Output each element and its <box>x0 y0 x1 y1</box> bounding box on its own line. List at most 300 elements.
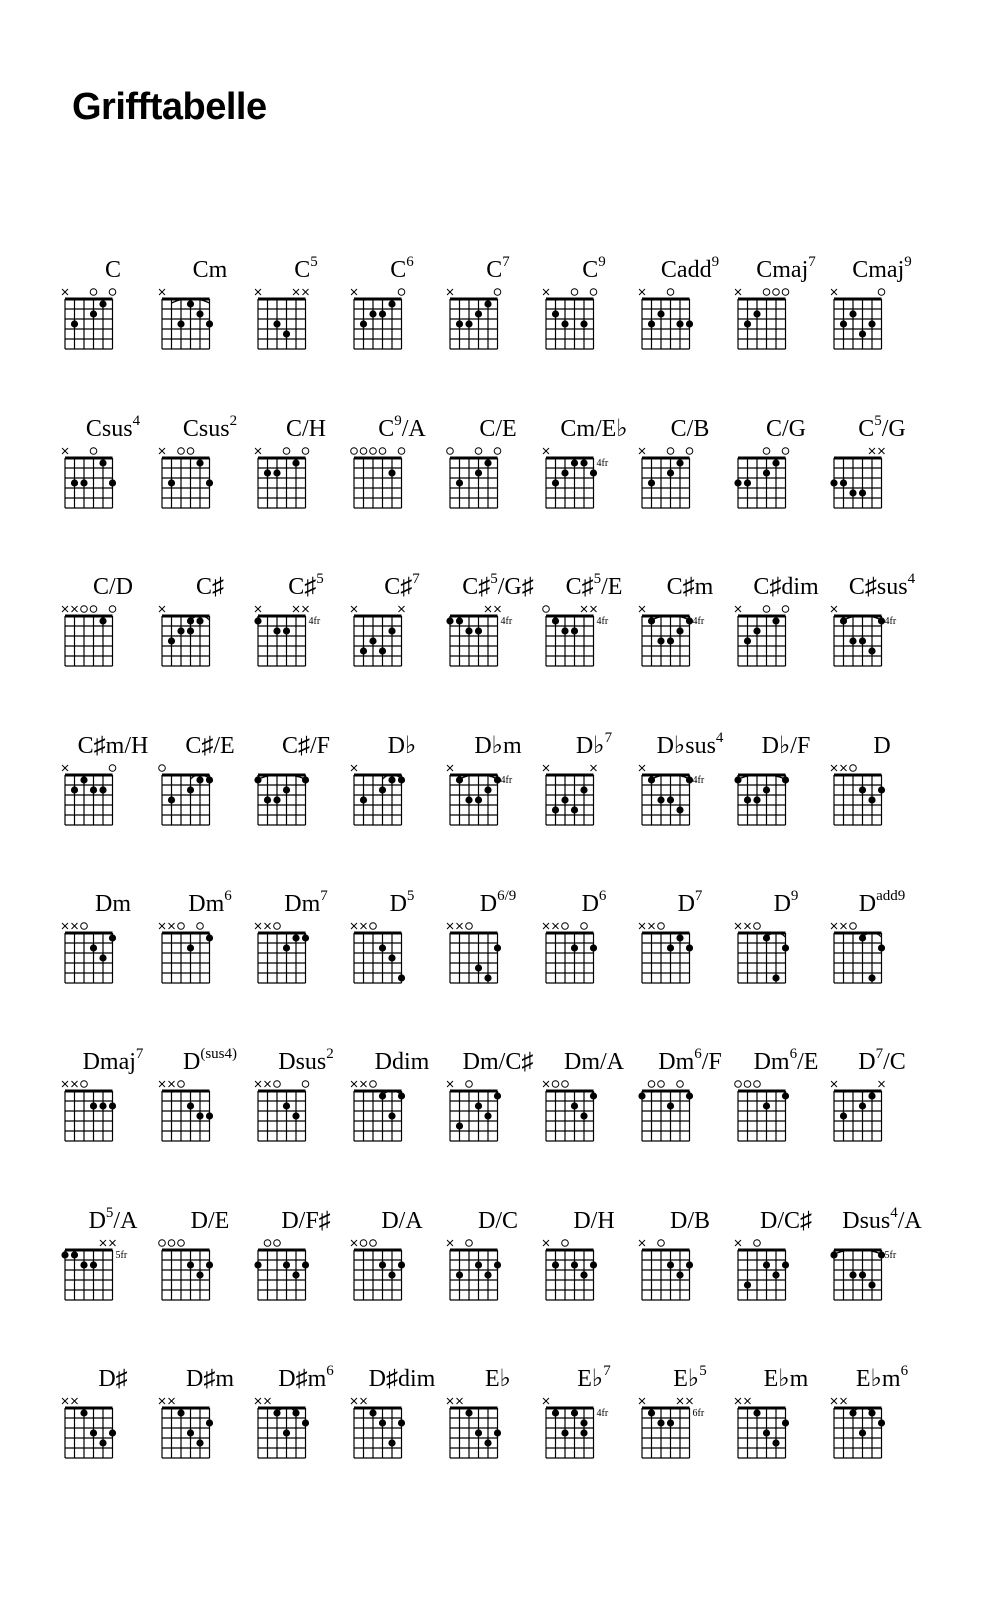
finger-dot <box>859 934 866 941</box>
open-string-marker <box>283 448 290 455</box>
open-string-marker <box>782 606 789 613</box>
page-title: Grifftabelle <box>72 86 267 128</box>
finger-dot <box>465 1409 472 1416</box>
finger-dot <box>398 1419 405 1426</box>
finger-dot <box>302 934 309 941</box>
chord-name-base: D♭ <box>387 733 417 759</box>
chord-diagram <box>544 1077 624 1147</box>
finger-dot <box>283 627 290 634</box>
open-string-marker <box>494 448 501 455</box>
chord-name-base: Cadd <box>660 257 712 283</box>
nut <box>162 457 210 460</box>
finger-dot <box>292 1112 299 1119</box>
finger-dot <box>763 1429 770 1436</box>
chord-d-e <box>160 1206 260 1306</box>
finger-dot <box>109 479 116 486</box>
finger-dot <box>388 776 395 783</box>
finger-dot <box>61 1251 68 1258</box>
chord-d5 <box>352 889 452 989</box>
chord-name-base: E♭ <box>485 1366 511 1392</box>
chord-c-m-h <box>63 731 163 831</box>
chord-c-h <box>256 414 356 514</box>
chord-d-m6 <box>256 1364 356 1464</box>
chord-db-f <box>736 731 836 831</box>
chord-name-base: Dsus <box>278 1049 327 1075</box>
muted-string-marker <box>831 765 837 771</box>
chord-name-base: D/H <box>573 1208 615 1234</box>
open-string-marker <box>581 923 588 930</box>
chord-name-sup: 7 <box>604 730 613 746</box>
finger-dot <box>561 627 568 634</box>
chord-diagram <box>544 1394 624 1464</box>
open-string-marker <box>178 1240 185 1247</box>
chord-dm-c- <box>448 1047 548 1147</box>
finger-dot <box>456 1122 463 1129</box>
chord-diagram <box>256 444 336 514</box>
chord-d9 <box>736 889 836 989</box>
muted-string-marker <box>831 1398 837 1404</box>
finger-dot <box>849 489 856 496</box>
muted-string-marker <box>159 289 165 295</box>
chord-name-base: D <box>873 733 891 759</box>
finger-dot <box>580 1112 587 1119</box>
chord-diagram <box>352 761 432 831</box>
nut <box>354 1249 402 1252</box>
fret-position-label: 5fr <box>884 1250 897 1261</box>
finger-dot <box>782 776 789 783</box>
muted-string-marker <box>457 923 463 929</box>
open-string-marker <box>398 448 405 455</box>
open-string-marker <box>543 606 550 613</box>
muted-string-marker <box>831 606 837 612</box>
chord-name-base: D♭/F <box>761 733 811 759</box>
finger-dot <box>264 796 271 803</box>
chord-d-c <box>448 1206 548 1306</box>
muted-string-marker <box>303 289 309 295</box>
finger-dot <box>109 1429 116 1436</box>
finger-dot <box>638 1092 645 1099</box>
finger-dot <box>168 796 175 803</box>
muted-string-marker <box>110 1240 116 1246</box>
nut <box>258 457 306 460</box>
chord-diagram <box>256 602 336 672</box>
finger-dot <box>744 637 751 644</box>
muted-string-marker <box>543 1240 549 1246</box>
finger-dot <box>484 786 491 793</box>
chord-diagram <box>160 761 240 831</box>
chord-dm6-f <box>640 1047 740 1147</box>
muted-string-marker <box>72 606 78 612</box>
finger-dot <box>763 934 770 941</box>
nut <box>65 457 113 460</box>
nut <box>65 774 113 777</box>
nut <box>834 1090 882 1093</box>
finger-dot <box>283 1102 290 1109</box>
finger-dot <box>360 320 367 327</box>
finger-dot <box>782 1261 789 1268</box>
nut <box>642 298 690 301</box>
chord-db <box>352 731 452 831</box>
chord-diagram <box>544 444 624 514</box>
chord-dsus2 <box>256 1047 356 1147</box>
finger-dot <box>109 934 116 941</box>
chord-name-base: C <box>104 257 121 283</box>
finger-dot <box>676 627 683 634</box>
finger-dot <box>667 1419 674 1426</box>
nut <box>65 615 113 618</box>
open-string-marker <box>686 448 693 455</box>
chord-diagram <box>640 444 720 514</box>
finger-dot <box>859 637 866 644</box>
chord-diagram <box>448 1077 528 1147</box>
muted-string-marker <box>735 606 741 612</box>
finger-dot <box>667 1261 674 1268</box>
chord-diagram <box>63 444 143 514</box>
chord-diagram <box>832 761 912 831</box>
finger-dot <box>379 944 386 951</box>
muted-string-marker <box>255 1398 261 1404</box>
finger-dot <box>283 1429 290 1436</box>
chord-name-base: Ddim <box>374 1049 430 1075</box>
chord-name-base: C/G <box>765 416 806 442</box>
finger-dot <box>571 944 578 951</box>
chord-diagram <box>736 444 816 514</box>
finger-dot <box>196 459 203 466</box>
chord-name-base: Cm/E♭ <box>560 416 628 442</box>
finger-dot <box>868 647 875 654</box>
fret-position-label: 4fr <box>500 616 513 627</box>
fret-position-label: 4fr <box>500 775 513 786</box>
muted-string-marker <box>879 448 885 454</box>
chord-name-base: Cmaj <box>756 257 809 283</box>
chord-diagram <box>63 1077 143 1147</box>
chord-name-sup: 9 <box>904 254 912 270</box>
chord-name-sup: 5 <box>406 888 415 904</box>
chord-diagram <box>160 1077 240 1147</box>
open-string-marker <box>850 923 857 930</box>
finger-dot <box>273 627 280 634</box>
fret-position-label: 6fr <box>692 1408 705 1419</box>
open-string-marker <box>763 289 770 296</box>
finger-dot <box>571 1261 578 1268</box>
chord-diagram <box>256 919 336 989</box>
muted-string-marker <box>591 765 597 771</box>
finger-dot <box>772 617 779 624</box>
finger-dot <box>99 300 106 307</box>
finger-dot <box>446 617 453 624</box>
chord-diagram <box>160 919 240 989</box>
open-string-marker <box>178 448 185 455</box>
chord-diagram <box>736 285 816 355</box>
muted-string-marker <box>543 448 549 454</box>
chord-diagram <box>544 761 624 831</box>
chord-db7 <box>544 731 644 831</box>
finger-dot <box>580 1419 587 1426</box>
chord-diagram <box>63 1394 143 1464</box>
nut <box>354 298 402 301</box>
chord-name-sup: 2 <box>229 413 238 429</box>
open-string-marker <box>168 1240 175 1247</box>
finger-dot <box>196 617 203 624</box>
chord-d-m <box>160 1364 260 1464</box>
finger-dot <box>109 1102 116 1109</box>
finger-dot <box>763 1102 770 1109</box>
finger-dot <box>782 1419 789 1426</box>
finger-dot <box>90 1102 97 1109</box>
chord-name-sup: 9 <box>394 413 402 429</box>
muted-string-marker <box>100 1240 106 1246</box>
chord-name-sup: 6 <box>406 254 414 270</box>
finger-dot <box>196 1112 203 1119</box>
finger-dot <box>187 786 194 793</box>
chord-name-base: C/E <box>479 416 517 442</box>
finger-dot <box>580 1271 587 1278</box>
chord-name-sup: 9 <box>598 254 606 270</box>
finger-dot <box>71 320 78 327</box>
chord-diagram <box>448 602 528 672</box>
chord-name-base: D <box>389 891 407 917</box>
chord-diagram <box>160 1394 240 1464</box>
muted-string-marker <box>293 289 299 295</box>
chord-c-d <box>63 572 163 672</box>
chord-d-h <box>544 1206 644 1306</box>
open-string-marker <box>754 1081 761 1088</box>
nut <box>65 1249 113 1252</box>
finger-dot <box>772 1439 779 1446</box>
muted-string-marker <box>62 1398 68 1404</box>
finger-dot <box>734 776 741 783</box>
open-string-marker <box>850 765 857 772</box>
fret-position-label: 4fr <box>596 616 609 627</box>
open-string-marker <box>763 606 770 613</box>
chord-diagram <box>544 285 624 355</box>
finger-dot <box>686 1092 693 1099</box>
nut <box>450 1090 498 1093</box>
finger-dot <box>90 944 97 951</box>
chord-name-base: E♭ <box>673 1366 700 1392</box>
finger-dot <box>580 786 587 793</box>
open-string-marker <box>274 1081 281 1088</box>
chord-cmaj9 <box>832 255 932 355</box>
finger-dot <box>580 459 587 466</box>
chord-name-base: Dmaj <box>82 1049 136 1075</box>
open-string-marker <box>648 1081 655 1088</box>
finger-dot <box>187 1102 194 1109</box>
muted-string-marker <box>677 1398 683 1404</box>
finger-dot <box>667 1102 674 1109</box>
finger-dot <box>648 776 655 783</box>
chord-diagram <box>160 444 240 514</box>
chord-diagram <box>640 761 720 831</box>
open-string-marker <box>590 289 597 296</box>
finger-dot <box>753 627 760 634</box>
chord-c-g <box>736 414 836 514</box>
finger-dot <box>196 1271 203 1278</box>
open-string-marker <box>351 448 358 455</box>
chord-cm <box>160 255 260 355</box>
finger-dot <box>878 1419 885 1426</box>
finger-dot <box>676 320 683 327</box>
muted-string-marker <box>351 923 357 929</box>
chord-name <box>822 414 942 444</box>
muted-string-marker <box>72 1081 78 1087</box>
finger-dot <box>657 1419 664 1426</box>
chord-name-base: D <box>581 891 599 917</box>
muted-string-marker <box>831 1081 837 1087</box>
finger-dot <box>187 627 194 634</box>
chord-eb5 <box>640 1364 740 1464</box>
finger-dot <box>561 320 568 327</box>
chord-name-base: C <box>486 257 503 283</box>
chord-name-base: D/C <box>477 1208 518 1234</box>
nut <box>450 1249 498 1252</box>
finger-dot <box>475 469 482 476</box>
open-string-marker <box>562 1081 569 1088</box>
finger-dot <box>206 1261 213 1268</box>
muted-string-marker <box>361 1398 367 1404</box>
finger-dot <box>388 1271 395 1278</box>
nut <box>354 1407 402 1410</box>
chord-diagram <box>544 919 624 989</box>
chord-diagram <box>832 1077 912 1147</box>
finger-dot <box>753 1409 760 1416</box>
finger-dot <box>264 469 271 476</box>
finger-dot <box>859 1429 866 1436</box>
open-string-marker <box>447 448 454 455</box>
finger-dot <box>379 786 386 793</box>
chord-name-sup: 6 <box>694 1046 702 1062</box>
chord-cmaj7 <box>736 255 836 355</box>
chord-name-base: Csus <box>182 416 230 442</box>
finger-dot <box>475 310 482 317</box>
chord-name-sup: 5 <box>874 413 882 429</box>
finger-dot <box>648 1409 655 1416</box>
nut <box>546 457 594 460</box>
chord-diagram <box>256 1394 336 1464</box>
open-string-marker <box>360 1240 367 1247</box>
muted-string-marker <box>447 289 453 295</box>
finger-dot <box>196 776 203 783</box>
chord-name-base: C <box>858 416 875 442</box>
finger-dot <box>772 1271 779 1278</box>
chord-name-base: D♯m <box>278 1366 327 1392</box>
finger-dot <box>273 469 280 476</box>
finger-dot <box>571 1409 578 1416</box>
nut <box>450 932 498 935</box>
open-string-marker <box>109 289 116 296</box>
finger-dot <box>494 1261 501 1268</box>
chord-ddim <box>352 1047 452 1147</box>
chord-name-suffix: /E <box>601 574 623 600</box>
finger-dot <box>254 1261 261 1268</box>
chord-name-sup: 4 <box>715 730 724 746</box>
finger-dot <box>388 627 395 634</box>
finger-dot <box>571 1102 578 1109</box>
muted-string-marker <box>735 1398 741 1404</box>
chord-csus4 <box>63 414 163 514</box>
open-string-marker <box>187 448 194 455</box>
chord-diagram <box>640 919 720 989</box>
muted-string-marker <box>159 923 165 929</box>
nut <box>162 1249 210 1252</box>
open-string-marker <box>398 289 405 296</box>
finger-dot <box>667 637 674 644</box>
finger-dot <box>99 1439 106 1446</box>
muted-string-marker <box>351 289 357 295</box>
open-string-marker <box>782 448 789 455</box>
finger-dot <box>772 974 779 981</box>
chord-name-sup: 7 <box>135 1046 144 1062</box>
chord-name-base: C♯/F <box>281 733 331 759</box>
open-string-marker <box>466 1081 473 1088</box>
finger-dot <box>475 1102 482 1109</box>
chord-c-m <box>640 572 740 672</box>
finger-dot <box>859 489 866 496</box>
chord-diagram <box>352 919 432 989</box>
chord-name-suffix: /A <box>897 1208 922 1234</box>
chord-name-base: Cmaj <box>852 257 905 283</box>
open-string-marker <box>878 289 885 296</box>
chord-name-base: D <box>677 891 695 917</box>
finger-dot <box>859 1102 866 1109</box>
chord-name <box>822 572 942 602</box>
finger-dot <box>465 320 472 327</box>
muted-string-marker <box>745 1398 751 1404</box>
finger-dot <box>369 637 376 644</box>
nut <box>354 615 402 618</box>
finger-dot <box>648 479 655 486</box>
chord-diagram <box>63 1236 143 1306</box>
finger-dot <box>456 479 463 486</box>
finger-dot <box>475 964 482 971</box>
muted-string-marker <box>72 1398 78 1404</box>
open-string-marker <box>159 765 166 772</box>
chord-name-sup: 6 <box>326 1363 334 1379</box>
muted-string-marker <box>447 1081 453 1087</box>
nut <box>834 457 882 460</box>
open-string-marker <box>571 289 578 296</box>
chord-diagram <box>736 602 816 672</box>
chord-name-base: D <box>182 1049 201 1075</box>
nut <box>642 1090 690 1093</box>
finger-dot <box>840 617 847 624</box>
finger-dot <box>187 300 194 307</box>
finger-dot <box>676 806 683 813</box>
finger-dot <box>292 1409 299 1416</box>
chord-diagram <box>352 1236 432 1306</box>
finger-dot <box>388 469 395 476</box>
finger-dot <box>763 1261 770 1268</box>
chord-diagram <box>640 1236 720 1306</box>
finger-dot <box>648 617 655 624</box>
finger-dot <box>849 1271 856 1278</box>
chord-name-sup: 4 <box>132 413 141 429</box>
chord-name-base: D♭sus <box>656 733 716 759</box>
finger-dot <box>379 647 386 654</box>
muted-string-marker <box>639 923 645 929</box>
nut <box>65 1090 113 1093</box>
nut <box>834 774 882 777</box>
finger-dot <box>80 1261 87 1268</box>
chord-diagram <box>63 602 143 672</box>
chord-name <box>822 1206 942 1236</box>
chord-d6 <box>544 889 644 989</box>
nut <box>65 298 113 301</box>
open-string-marker <box>763 448 770 455</box>
chord-diagram <box>352 444 432 514</box>
finger-dot <box>388 1439 395 1446</box>
chord-diagram <box>448 919 528 989</box>
